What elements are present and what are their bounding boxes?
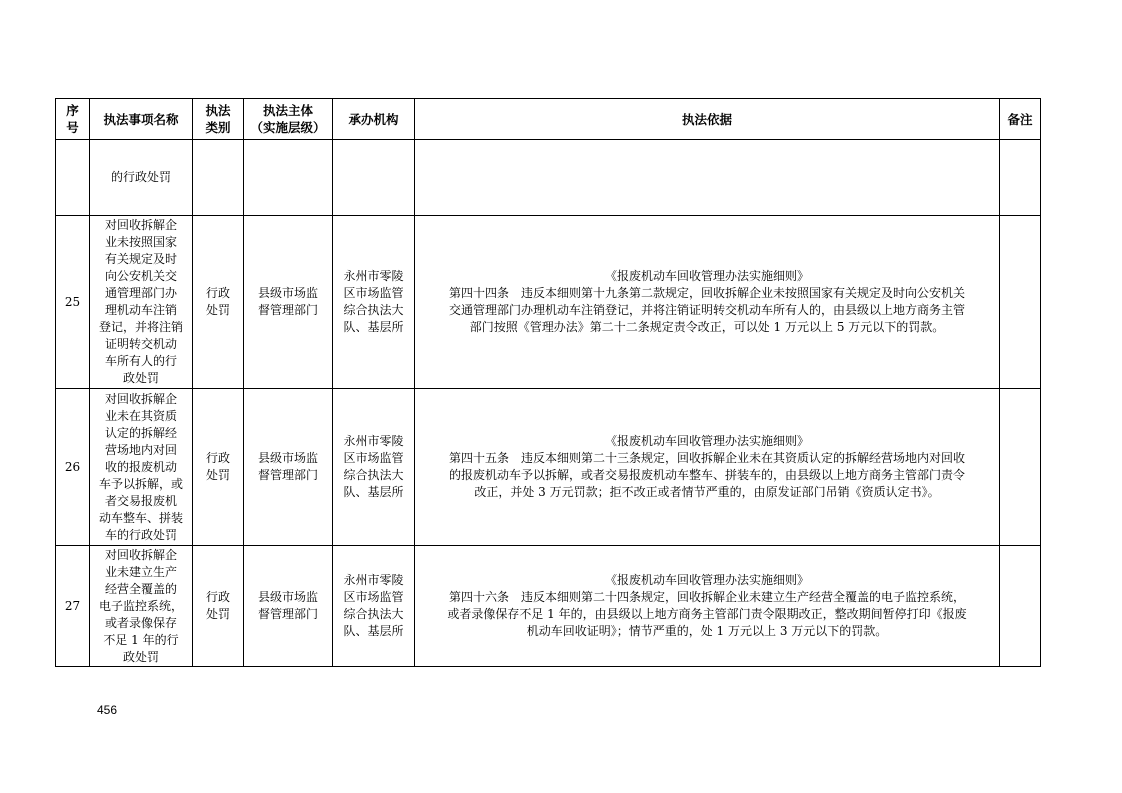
cell-agency: 永州市零陵 区市场监管 综合执法大 队、基层所: [333, 389, 415, 546]
cell-remark: [1000, 389, 1041, 546]
cell-agency: [333, 140, 415, 216]
table-row: [56, 216, 1041, 389]
header-remark: 备注: [1000, 99, 1041, 140]
cell-name: 的行政处罚: [90, 140, 193, 216]
cell-seq: 25: [56, 216, 90, 389]
cell-category: 行政 处罚: [193, 546, 244, 667]
cell-subject: 县级市场监 督管理部门: [244, 389, 333, 546]
cell-basis: 《报废机动车回收管理办法实施细则》 第四十四条 违反本细则第十九条第二款规定，回收拆解企业未按照国家有关规定及时向公安机关 交通管理部门办理机动车注销登记，并将注销证明转交机动车所有人的，由县级以上地方商务主管 部门按照《管理办法》第二十二条规定责令改正，可以处 1 万元以上 5 万元以下的罚款。: [415, 216, 1000, 389]
cell-subject: [244, 140, 333, 216]
cell-remark: [1000, 140, 1041, 216]
header-subject: 执法主体 （实施层级）: [244, 99, 333, 140]
cell-subject: 县级市场监 督管理部门: [244, 546, 333, 667]
header-seq: 序 号: [56, 99, 90, 140]
cell-basis: 《报废机动车回收管理办法实施细则》 第四十六条 违反本细则第二十四条规定，回收拆解企业未建立生产经营全覆盖的电子监控系统， 或者录像保存不足 1 年的，由县级以上地方商务主管部门责令限期改正，整改期间暂停打印《报废 机动车回收证明》；情节严重的，处 1 万元以上 3 万元以下的罚款。: [415, 546, 1000, 667]
cell-agency: 永州市零陵 区市场监管 综合执法大 队、基层所: [333, 546, 415, 667]
table-row: [56, 546, 1041, 667]
table-row: [56, 140, 1041, 216]
cell-seq: 26: [56, 389, 90, 546]
cell-remark: [1000, 546, 1041, 667]
header-name: 执法事项名称: [90, 99, 193, 140]
cell-subject: 县级市场监 督管理部门: [244, 216, 333, 389]
header-row: [56, 99, 1041, 140]
cell-category: 行政 处罚: [193, 216, 244, 389]
cell-seq: [56, 140, 90, 216]
page-number: 456: [97, 703, 118, 717]
header-agency: 承办机构: [333, 99, 415, 140]
cell-name: 对回收拆解企 业未按照国家 有关规定及时 向公安机关交 通管理部门办 理机动车注销 登记，并将注销 证明转交机动 车所有人的行 政处罚: [90, 216, 193, 389]
table-row: [56, 389, 1041, 546]
cell-name: 对回收拆解企 业未建立生产 经营全覆盖的 电子监控系统， 或者录像保存 不足 1 年的行 政处罚: [90, 546, 193, 667]
header-category: 执法 类别: [193, 99, 244, 140]
cell-basis: [415, 140, 1000, 216]
cell-category: [193, 140, 244, 216]
cell-basis: 《报废机动车回收管理办法实施细则》 第四十五条 违反本细则第二十三条规定，回收拆解企业未在其资质认定的拆解经营场地内对回收 的报废机动车予以拆解，或者交易报废机动车整车、拼装车的，由县级以上地方商务主管部门责令 改正，并处 3 万元罚款；拒不改正或者情节严重的，由原发证部门吊销《资质认定书》。: [415, 389, 1000, 546]
cell-remark: [1000, 216, 1041, 389]
cell-seq: 27: [56, 546, 90, 667]
cell-name: 对回收拆解企 业未在其资质 认定的拆解经 营场地内对回 收的报废机动 车予以拆解，或 者交易报废机 动车整车、拼装 车的行政处罚: [90, 389, 193, 546]
header-basis: 执法依据: [415, 99, 1000, 140]
cell-agency: 永州市零陵 区市场监管 综合执法大 队、基层所: [333, 216, 415, 389]
cell-category: 行政 处罚: [193, 389, 244, 546]
enforcement-table: [55, 98, 1041, 667]
